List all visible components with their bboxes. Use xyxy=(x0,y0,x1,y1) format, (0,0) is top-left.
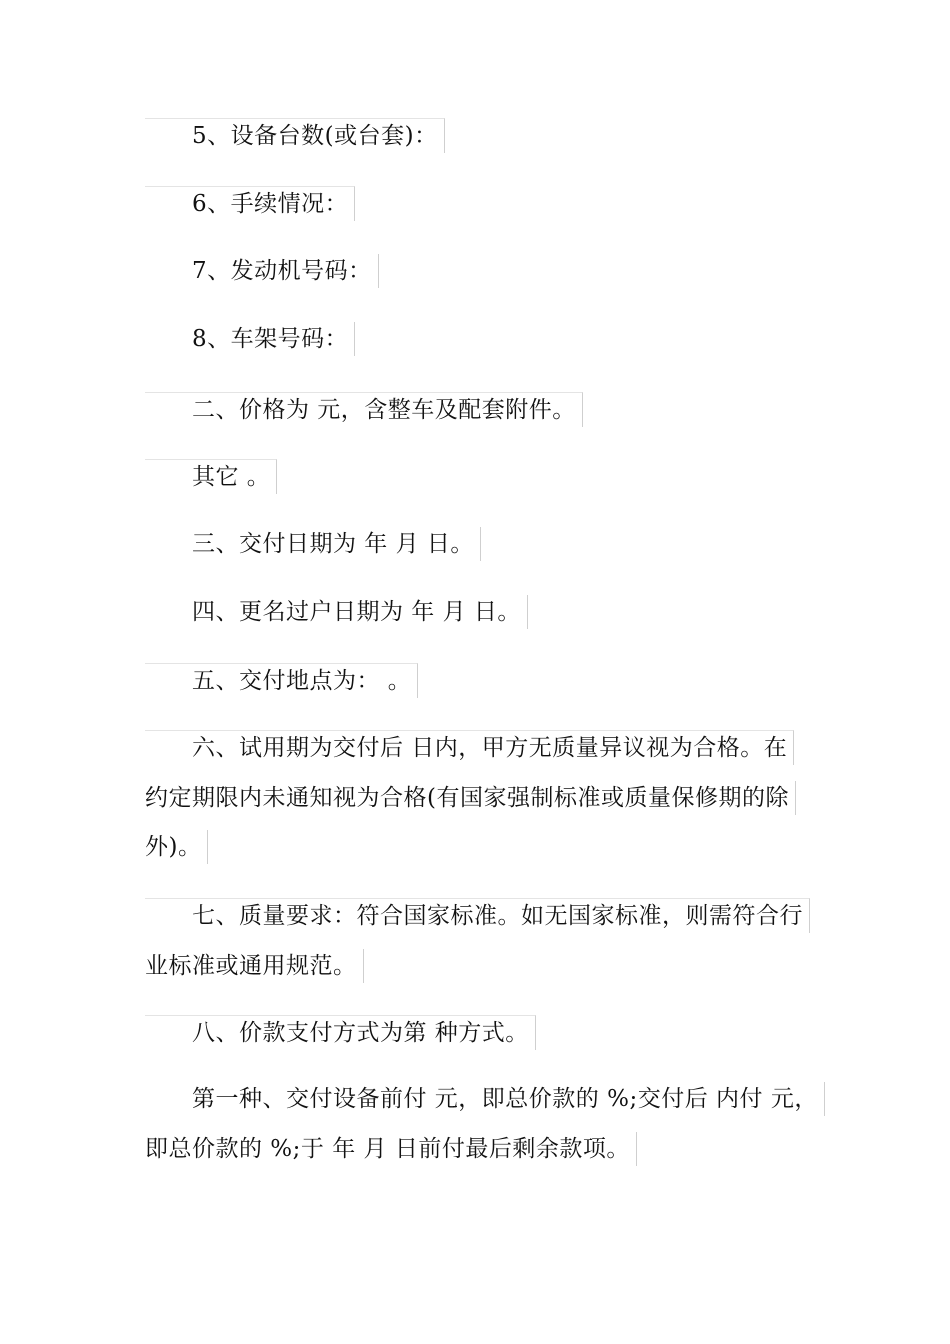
item-6-procedures: 6、手续情况： xyxy=(145,186,355,221)
item-5-equipment-count: 5、设备台数(或台套)： xyxy=(145,118,445,153)
clause-6-trial-line-2: 约定期限内未通知视为合格(有国家强制标准或质量保修期的除 xyxy=(145,781,796,815)
item-7-engine-number: 7、发动机号码： xyxy=(145,254,379,288)
clause-6-trial-line-1: 六、试用期为交付后 日内，甲方无质量异议视为合格。在 xyxy=(145,730,794,765)
item-8-frame-number: 8、车架号码： xyxy=(145,322,355,356)
clause-5-delivery-place: 五、交付地点为： 。 xyxy=(145,663,418,698)
clause-2-price: 二、价格为 元，含整车及配套附件。 xyxy=(145,392,583,427)
clause-7-quality-line-1: 七、质量要求：符合国家标准。如无国家标准，则需符合行 xyxy=(145,898,810,933)
clause-3-delivery-date: 三、交付日期为 年 月 日。 xyxy=(145,527,481,561)
clause-2-other: 其它 。 xyxy=(145,459,277,494)
clause-6-trial-line-3: 外)。 xyxy=(145,830,208,864)
payment-option-1-line-1: 第一种、交付设备前付 元，即总价款的 %;交付后 内付 元， xyxy=(145,1082,825,1116)
clause-4-transfer-date: 四、更名过户日期为 年 月 日。 xyxy=(145,595,528,629)
payment-option-1-line-2: 即总价款的 %;于 年 月 日前付最后剩余款项。 xyxy=(145,1132,637,1166)
clause-8-payment-method: 八、价款支付方式为第 种方式。 xyxy=(145,1015,536,1050)
clause-7-quality-line-2: 业标准或通用规范。 xyxy=(145,949,364,983)
